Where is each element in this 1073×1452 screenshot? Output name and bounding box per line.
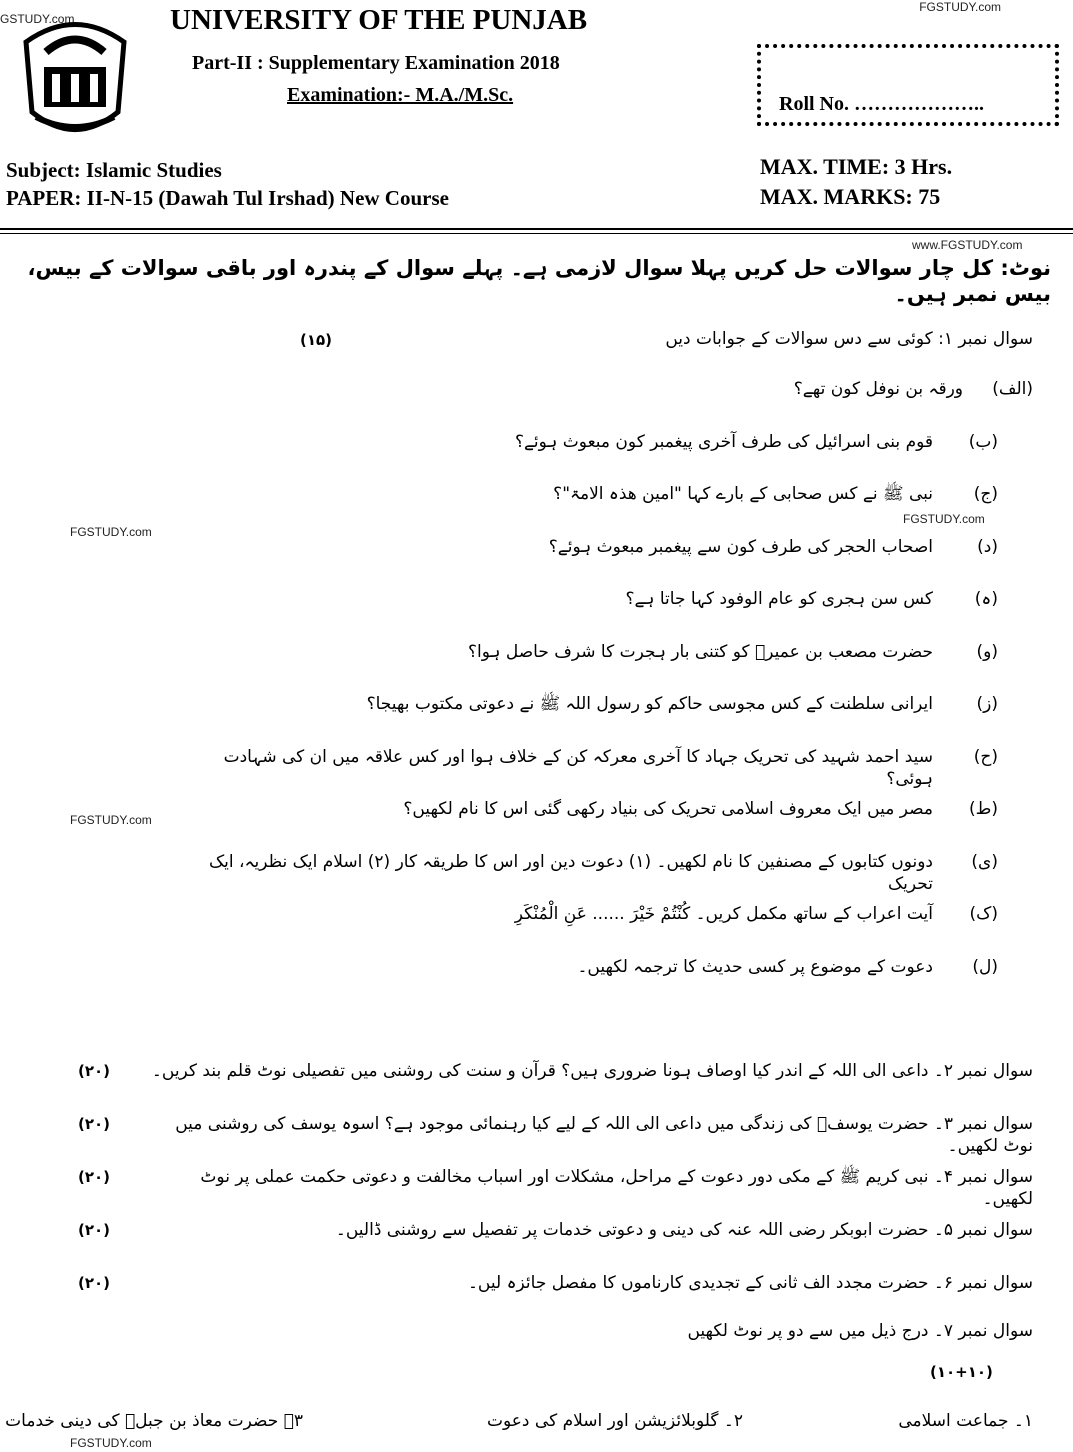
- question-marks: (۲۰): [78, 1274, 111, 1292]
- item-label: (ح): [973, 746, 998, 767]
- subject: Subject: Islamic Studies: [6, 158, 222, 182]
- q7-option-1: ۱۔ جماعت اسلامی: [898, 1411, 1033, 1431]
- divider: [0, 233, 1073, 234]
- watermark: FGSTUDY.com: [70, 813, 152, 827]
- university-logo: [16, 12, 134, 140]
- item-label: (و): [976, 641, 998, 662]
- max-time: MAX. TIME: 3 Hrs.: [760, 154, 953, 179]
- q7-option-2: ۲۔ گلوبلائزیشن اور اسلام کی دعوت: [487, 1411, 743, 1431]
- question-7-marks: (۱۰+۱۰): [930, 1363, 993, 1381]
- item-question: اصحاب الحجر کی طرف کون سے پیغمبر مبعوث ہوئے؟: [548, 536, 933, 557]
- item-question: ایرانی سلطنت کے کس مجوسی حاکم کو رسول اللہ ﷺ نے دعوتی مکتوب بھیجا؟: [366, 694, 933, 714]
- university-name: UNIVERSITY OF THE PUNJAB: [170, 4, 588, 36]
- watermark: GSTUDY.com: [0, 12, 75, 26]
- item-label: (ط): [969, 799, 998, 819]
- item-label: (ج): [973, 484, 998, 504]
- watermark: FGSTUDY.com: [919, 0, 1001, 14]
- long-question: سوال نمبر ۴۔ نبی کریم ﷺ کے مکی دور دعوت کے مراحل، مشکلات اور اسباب مخالفت و دعوتی حکمت عملی پر نوٹ لکھیں۔: [200, 1167, 1033, 1209]
- watermark: FGSTUDY.com: [903, 512, 985, 526]
- long-question: سوال نمبر ۶۔ حضرت مجدد الف ثانی کے تجدیدی کارناموں کا مفصل جائزہ لیں۔: [467, 1273, 1033, 1293]
- long-question: سوال نمبر ۳۔ حضرت یوسفؑ کی زندگی میں داعی الی اللہ کے لیے کیا رہنمائی موجود ہے؟ اسوہ یوسف کی روشنی میں نوٹ لکھیں۔: [175, 1114, 1033, 1156]
- item-question: قوم بنی اسرائیل کی طرف آخری پیغمبر کون مبعوث ہوئے؟: [514, 431, 933, 452]
- question-1-heading: سوال نمبر ۱: کوئی سے دس سوالات کے جوابات دیں: [665, 329, 1033, 349]
- divider: [0, 228, 1073, 230]
- roll-number-box: [757, 44, 1059, 126]
- item-label: (ل): [972, 956, 998, 977]
- item-label: (ب): [968, 431, 998, 452]
- paper: PAPER: II-N-15 (Dawah Tul Irshad) New Course: [6, 186, 449, 210]
- max-marks: MAX. MARKS: 75: [760, 184, 941, 209]
- roll-number-label: Roll No. ………………..: [779, 93, 984, 115]
- long-question: سوال نمبر ۵۔ حضرت ابوبکر رضی اللہ عنہ کی دینی و دعوتی خدمات پر تفصیل سے روشنی ڈالیں۔: [335, 1220, 1033, 1240]
- watermark: FGSTUDY.com: [70, 1436, 152, 1450]
- question-1-marks: (۱۵): [300, 331, 333, 349]
- question-marks: (۲۰): [78, 1221, 111, 1239]
- item-label: (ک): [969, 904, 998, 924]
- item-question: کس سن ہجری کو عام الوفود کہا جاتا ہے؟: [625, 589, 933, 609]
- question-7: سوال نمبر ۷۔ درج ذیل میں سے دو پر نوٹ لکھیں: [687, 1321, 1033, 1341]
- long-question: سوال نمبر ۲۔ داعی الی اللہ کے اندر کیا اوصاف ہونا ضروری ہیں؟ قرآن و سنت کی روشنی میں تفصیلی نوٹ قلم بند کریں۔: [151, 1061, 1033, 1081]
- item-question: سید احمد شہید کی تحریک جہاد کا آخری معرکہ کن کے خلاف ہوا اور کس علاقہ میں ان کی شہادت ہوئی؟: [223, 746, 933, 789]
- item-label: (الف): [992, 379, 1033, 399]
- question-marks: (۲۰): [78, 1168, 111, 1186]
- examination-name: Examination:- M.A./M.Sc.: [287, 84, 514, 106]
- exam-title: Part-II : Supplementary Examination 2018: [192, 52, 560, 74]
- item-question: نبی ﷺ نے کس صحابی کے بارے کہا "امین ھذہ الامۃ"؟: [553, 484, 933, 504]
- question-marks: (۲۰): [78, 1062, 111, 1080]
- item-question: آیت اعراب کے ساتھ مکمل کریں۔ كُنْتُمْ خَيْرَ ...... عَنِ الْمُنْكَرِ: [514, 904, 933, 924]
- question-marks: (۲۰): [78, 1115, 111, 1133]
- item-label: (ی): [971, 851, 998, 872]
- item-question: دونوں کتابوں کے مصنفین کا نام لکھیں۔ (۱) دعوت دین اور اس کا طریقہ کار (۲) اسلام ایک نظریہ، ایک تحریک: [208, 851, 933, 894]
- item-question: ورقہ بن نوفل کون تھے؟: [793, 379, 963, 399]
- item-question: دعوت کے موضوع پر کسی حدیث کا ترجمہ لکھیں۔: [577, 956, 933, 977]
- instructions-note: نوٹ: کل چار سوالات حل کریں پہلا سوال لازمی ہے۔ پہلے سوال کے پندرہ اور باقی سوالات کے بیس، بیس نمبر ہیں۔: [27, 256, 1051, 306]
- item-label: (ہ): [974, 589, 998, 609]
- q7-option-3: ۳۔ حضرت معاذ بن جبلؓ کی دینی خدمات: [5, 1411, 303, 1431]
- item-label: (ز): [976, 694, 998, 714]
- watermark: www.FGSTUDY.com: [912, 238, 1023, 252]
- item-question: مصر میں ایک معروف اسلامی تحریک کی بنیاد رکھی گئی اس کا نام لکھیں؟: [403, 799, 933, 819]
- watermark: FGSTUDY.com: [70, 525, 152, 539]
- item-label: (د): [977, 536, 998, 557]
- item-question: حضرت مصعب بن عمیرؓ کو کتنی بار ہجرت کا شرف حاصل ہوا؟: [467, 641, 933, 662]
